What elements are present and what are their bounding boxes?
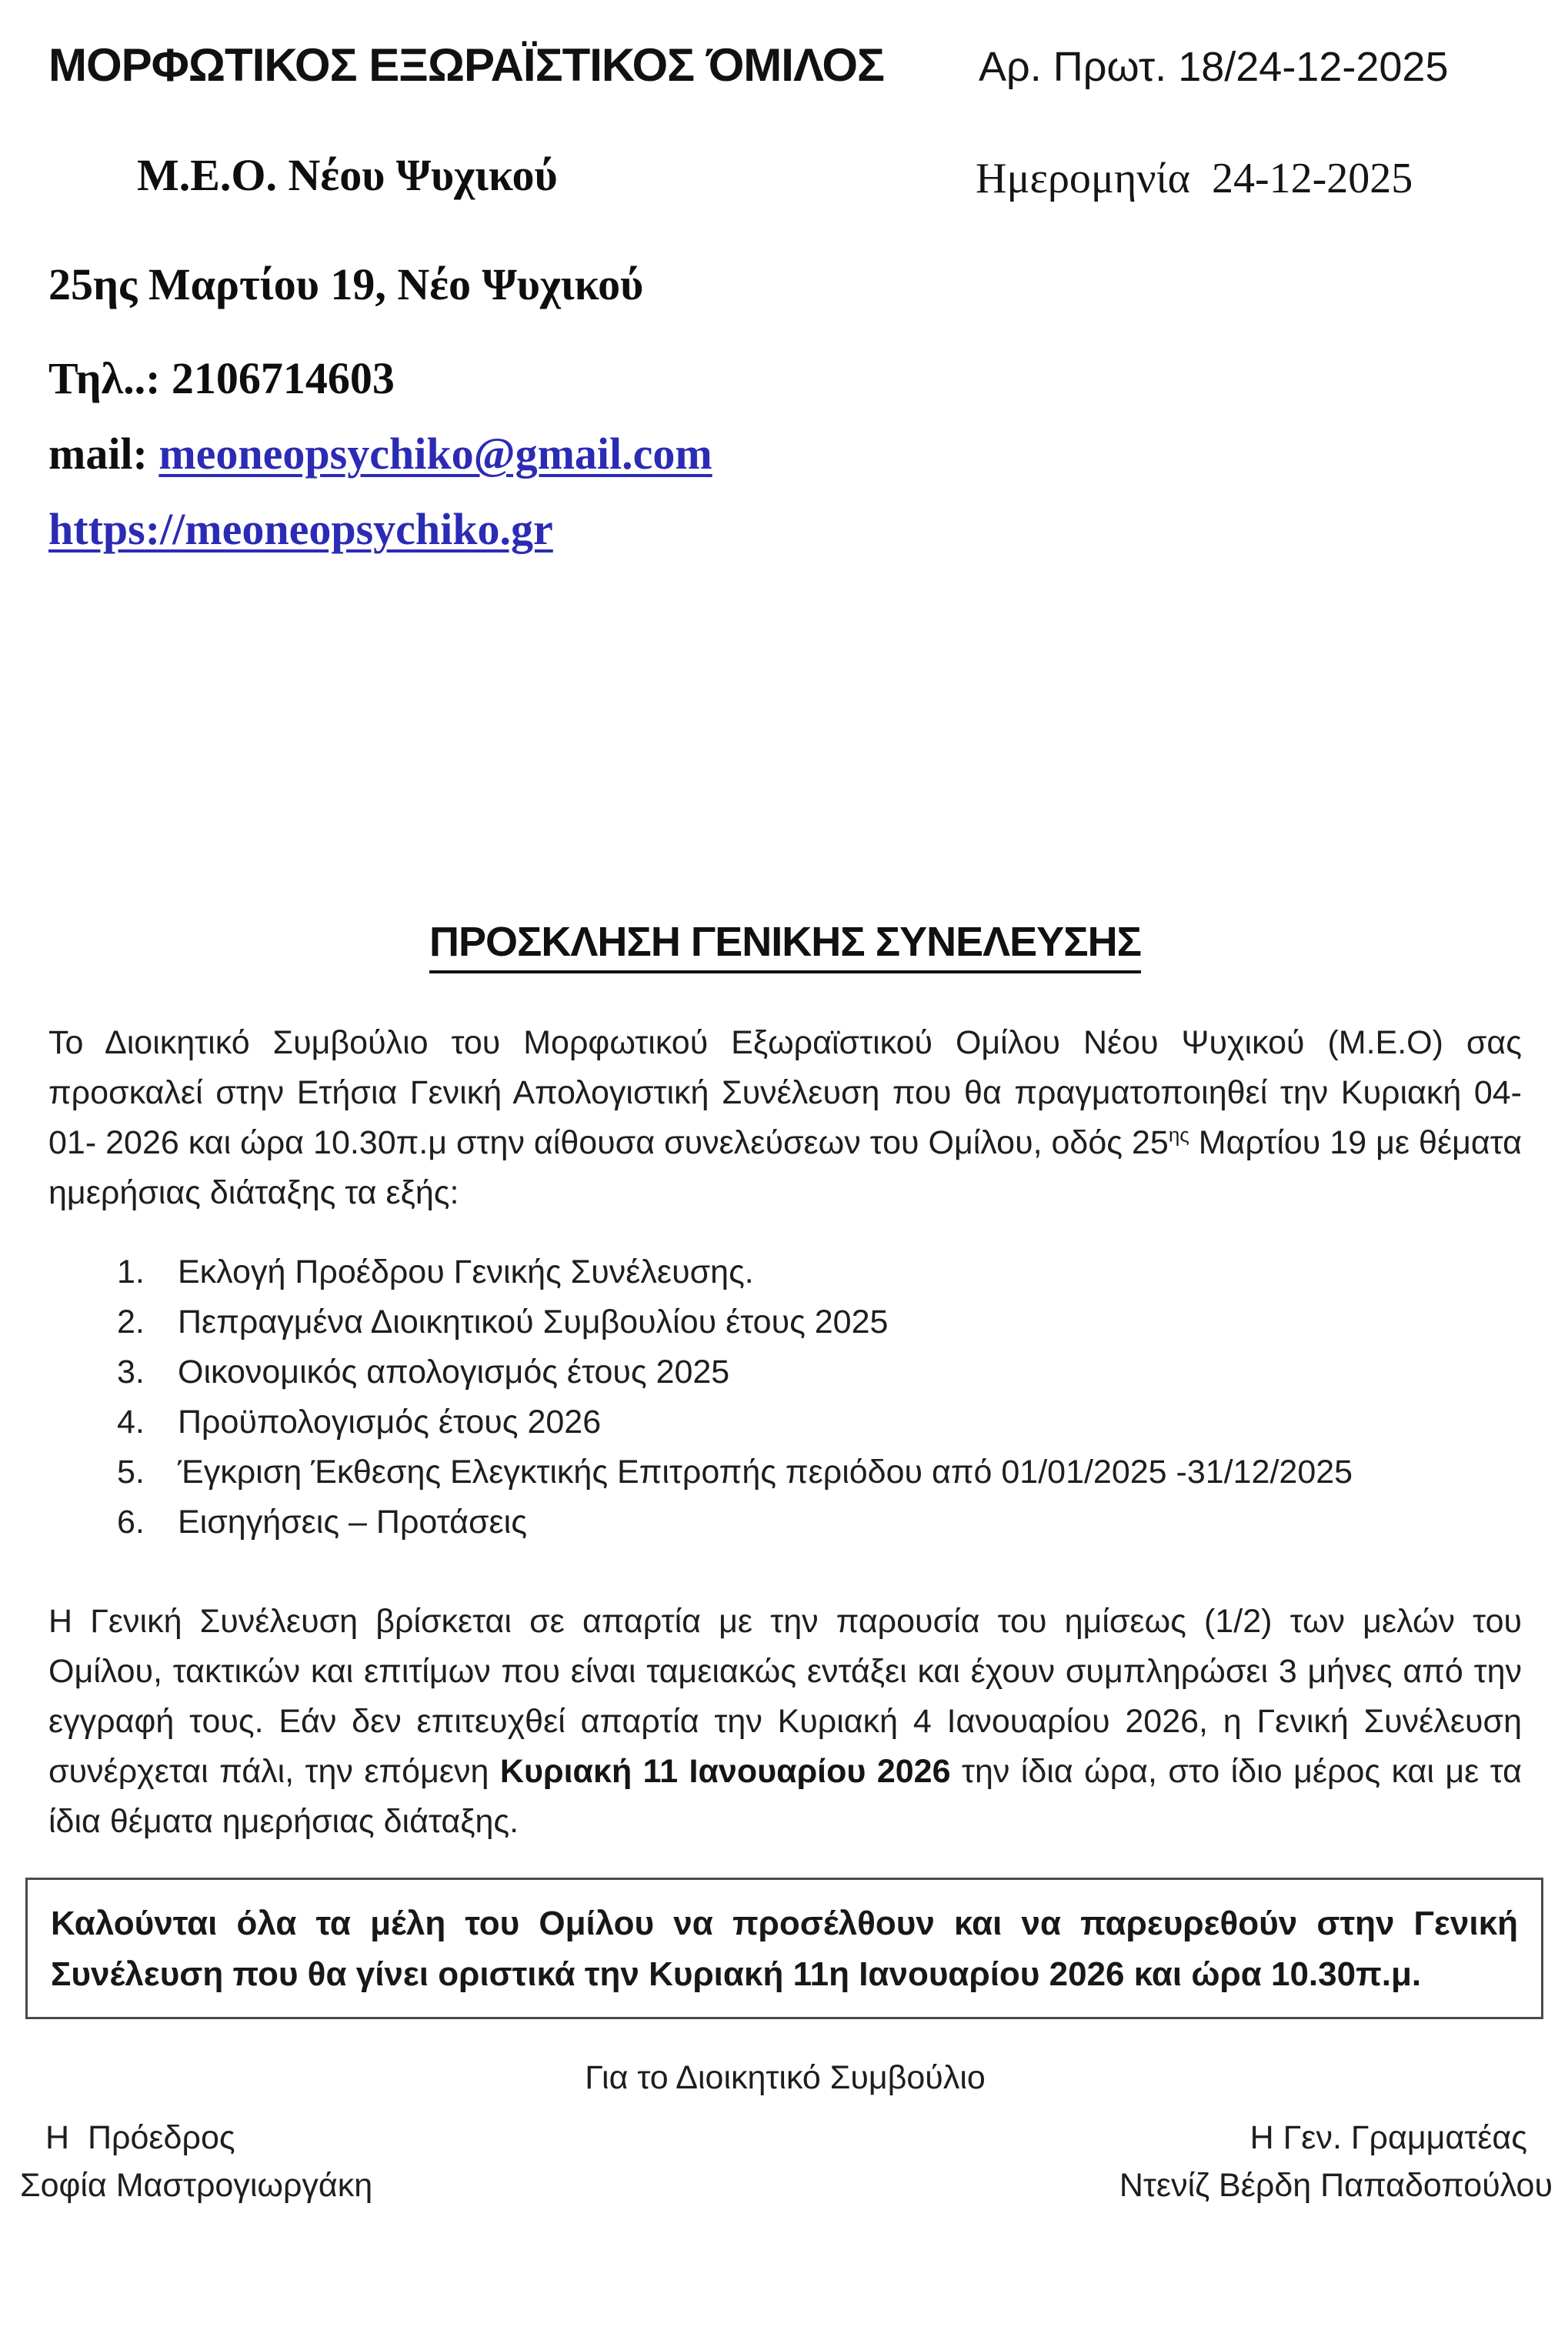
agenda-list	[48, 1247, 1522, 1547]
quorum-paragraph	[48, 1597, 1522, 1847]
quorum-bold-date: Κυριακή 11 Ιανουαρίου 2026	[499, 1753, 951, 1790]
signature-block	[20, 2114, 1553, 2209]
agenda-item-text: Πεπραγμένα Διοικητικού Συμβουλίου έτους 2025	[178, 1304, 889, 1340]
agenda-item	[48, 1447, 1522, 1497]
website-line	[48, 503, 553, 555]
street-address: 25ης Μαρτίου 19, Νέο Ψυχικού	[48, 259, 644, 309]
agenda-item-number: 2.	[117, 1304, 145, 1340]
quorum-text-after: την ίδια ώρα, στο ίδιο μέρος και με τα ίδια θέματα ημερήσιας διάταξης.	[48, 1753, 1522, 1840]
signature-president	[20, 2114, 372, 2209]
final-call-text: Καλούνται όλα τα μέλη του Ομίλου να προσέλθουν και να παρευρεθούν στην Γενική Συνέλευση που θα γίνει οριστικά την Κυριακή 11η Ιανουαρίου 2026 και ώρα 10.30π.μ.	[51, 1905, 1518, 1993]
agenda-item	[48, 1397, 1522, 1447]
document-title: ΠΡΟΣΚΛΗΣΗ ΓΕΝΙΚΗΣ ΣΥΝΕΛΕΥΣΗΣ	[429, 918, 1141, 973]
intro-text-after: Μαρτίου 19 με θέματα ημερήσιας διάταξης τα εξής:	[48, 1124, 1522, 1211]
agenda-item-number: 6.	[117, 1504, 145, 1541]
president-name: Σοφία Μαστρογιωργάκη	[20, 2167, 373, 2204]
email-link[interactable]: meoneopsychiko@gmail.com	[158, 429, 712, 479]
intro-text-before: Το Διοικητικό Συμβούλιο του Μορφωτικού Εξωραϊστικού Ομίλου Νέου Ψυχικού (Μ.Ε.Ο) σας προσκαλεί στην Ετήσια Γενική Απολογιστική Συνέλευση που θα πραγματοποιηθεί την Κυριακή 04-01- 2026 και ώρα 10.30π.μ στην αίθουσα συνελεύσεων του Ομίλου, οδός 25	[48, 1024, 1522, 1161]
document-date: Ημερομηνία 24-12-2025	[976, 155, 1413, 202]
final-call-notice-box	[25, 1878, 1543, 2019]
agenda-item-text: Εισηγήσεις – Προτάσεις	[178, 1504, 527, 1541]
agenda-item-text: Εκλογή Προέδρου Γενικής Συνέλευσης.	[178, 1254, 754, 1290]
email-line	[48, 428, 712, 479]
phone-number: Τηλ..: 2106714603	[48, 353, 395, 403]
agenda-item-text: Οικονομικός απολογισμός έτους 2025	[178, 1354, 730, 1391]
agenda-item	[48, 1347, 1522, 1397]
agenda-item-number: 4.	[117, 1404, 145, 1441]
intro-paragraph	[48, 1018, 1522, 1218]
secretary-name: Ντενίζ Βέρδη Παπαδοπούλου	[1119, 2167, 1553, 2204]
secretary-role: Η Γεν. Γραμματέας	[1249, 2119, 1527, 2156]
intro-superscript: ης	[1168, 1123, 1189, 1147]
quorum-text-before: Η Γενική Συνέλευση βρίσκεται σε απαρτία με την παρουσία του ημίσεως (1/2) των μελών του Ομίλου, τακτικών και επιτίμων που είναι ταμειακώς εντάξει και έχουν συμπληρώσει 3 μήνες από την εγγραφή τους. Εάν δεν επιτευχθεί απαρτία την Κυριακή 4 Ιανουαρίου 2026, η Γενική Συνέλευση συνέρχεται πάλι, την επόμενη	[48, 1603, 1522, 1790]
agenda-item	[48, 1247, 1522, 1297]
president-role: Η Πρόεδρος	[45, 2119, 235, 2156]
agenda-item	[48, 1497, 1522, 1547]
organization-name: ΜΟΡΦΩΤΙΚΟΣ ΕΞΩΡΑΪΣΤΙΚΟΣ ΌΜΙΛΟΣ	[48, 39, 885, 91]
closing-line: Για το Διοικητικό Συμβούλιο	[585, 2059, 986, 2096]
signature-secretary	[1119, 2114, 1553, 2209]
protocol-number: Αρ. Πρωτ. 18/24-12-2025	[979, 44, 1449, 90]
agenda-item-number: 5.	[117, 1454, 145, 1491]
email-label: mail:	[48, 429, 159, 479]
agenda-item-number: 1.	[117, 1254, 145, 1290]
agenda-item-number: 3.	[117, 1354, 145, 1391]
club-abbreviation: Μ.Ε.Ο. Νέου Ψυχικού	[137, 150, 558, 200]
letter-body	[20, 918, 1553, 2209]
agenda-item	[48, 1297, 1522, 1347]
website-link[interactable]: https://meoneopsychiko.gr	[48, 504, 553, 554]
agenda-item-text: Έγκριση Έκθεσης Ελεγκτικής Επιτροπής περιόδου από 01/01/2025 -31/12/2025	[178, 1454, 1353, 1491]
agenda-item-text: Προϋπολογισμός έτους 2026	[178, 1404, 602, 1441]
